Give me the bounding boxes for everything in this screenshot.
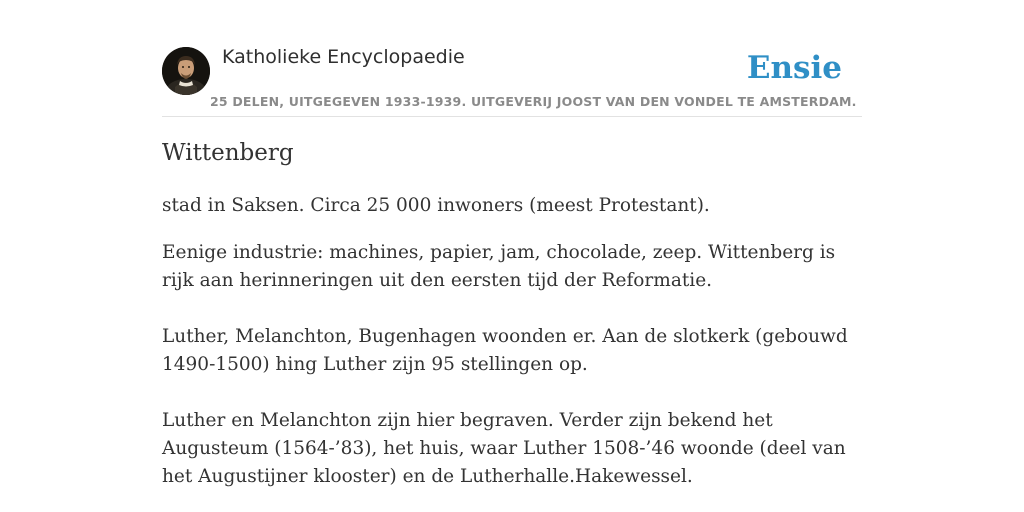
entry-paragraph: Eenige industrie: machines, papier, jam, chocolade, zeep. Wittenberg is rijk aan herinneringen uit den eersten tijd der Reformatie.: [162, 242, 836, 291]
page: [162, 0, 862, 487]
entry-body: [162, 192, 862, 491]
publication-meta: 25 DELEN, UITGEGEVEN 1933-1939. UITGEVERIJ JOOST VAN DEN VONDEL TE AMSTERDAM.: [210, 94, 857, 109]
portrait-avatar[interactable]: [162, 47, 210, 95]
header: [162, 0, 862, 117]
entry-title: Wittenberg: [162, 140, 294, 166]
entry-paragraph: Luther, Melanchton, Bugenhagen woonden er. Aan de slotkerk (gebouwd 1490-1500) hing Luther zijn 95 stellingen op.: [162, 326, 848, 375]
brand-logo-link[interactable]: Ensie: [746, 50, 842, 86]
entry-paragraph: stad in Saksen. Circa 25 000 inwoners (meest Protestant).: [162, 195, 710, 216]
publication-title[interactable]: Katholieke Encyclopaedie: [222, 46, 465, 68]
portrait-icon: [162, 47, 210, 95]
entry-paragraph: Luther en Melanchton zijn hier begraven. Verder zijn bekend het Augusteum (1564-’83), het huis, waar Luther 1508-’46 woonde (deel van het Augustijner klooster) en de Lutherhalle.Hakewessel.: [162, 410, 846, 487]
